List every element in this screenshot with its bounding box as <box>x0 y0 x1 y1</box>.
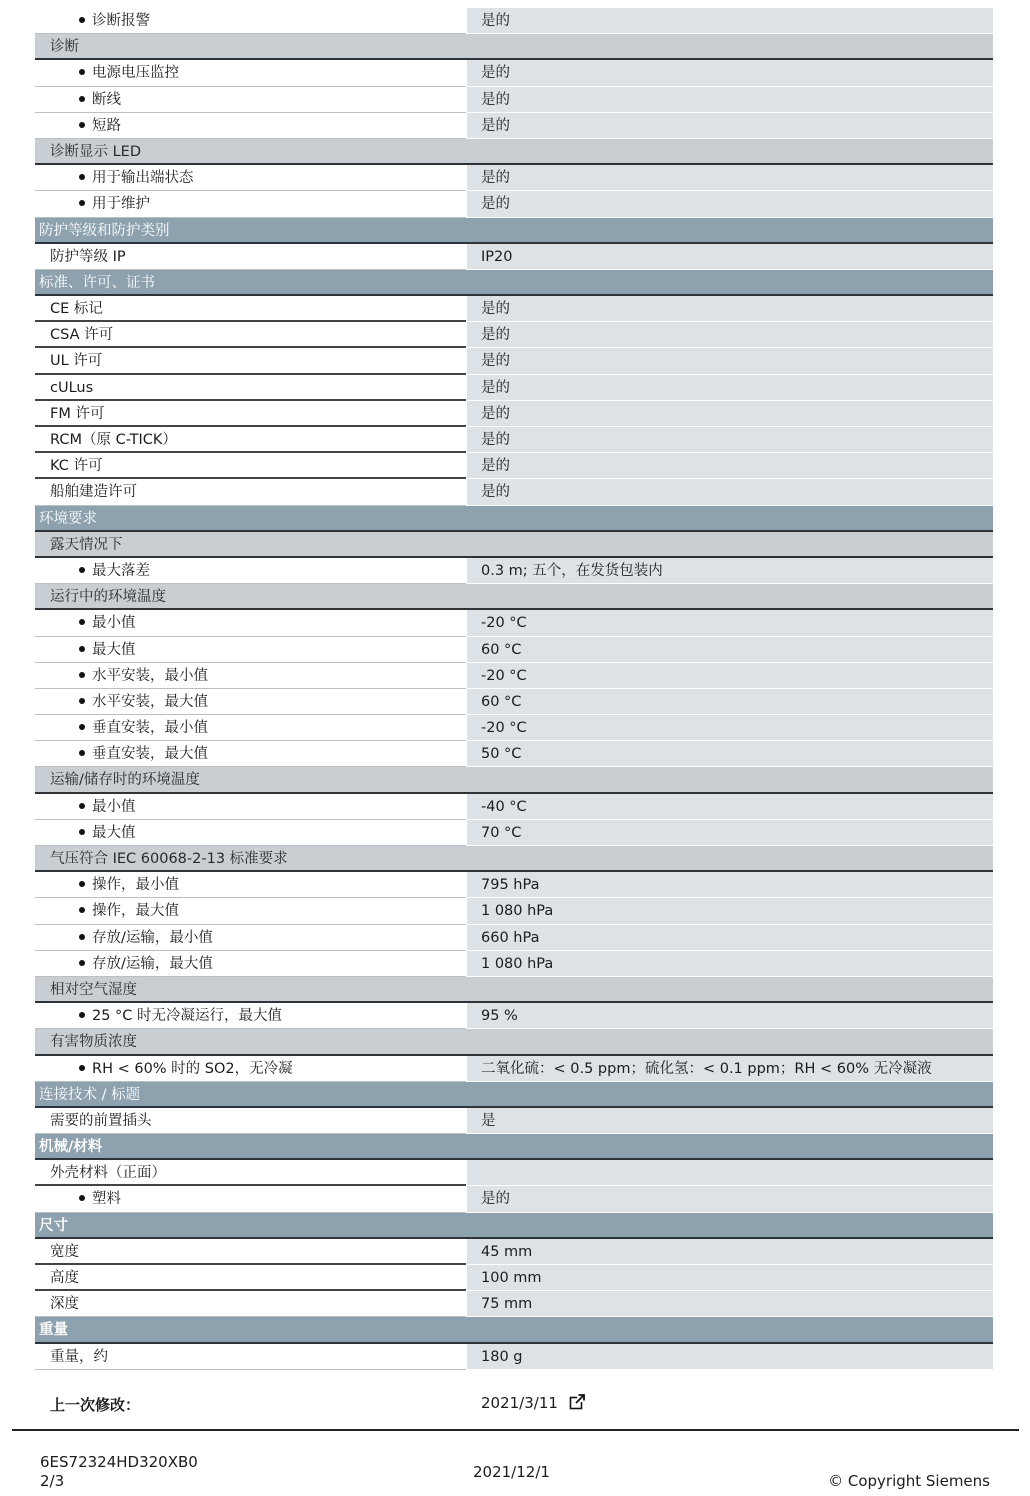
bullet-icon <box>79 96 85 102</box>
spec-label-text: 防护等级 IP <box>50 248 126 265</box>
spec-label <box>35 872 466 898</box>
spec-label-text: UL 许可 <box>50 353 103 370</box>
spec-value: 60 °C <box>467 689 993 715</box>
bullet-icon <box>79 803 85 809</box>
spec-label <box>35 1265 466 1291</box>
bullet-icon <box>79 122 85 128</box>
spec-label <box>35 977 466 1003</box>
spec-row <box>35 1239 993 1265</box>
spec-row <box>35 820 993 846</box>
subsection-header <box>35 532 993 558</box>
spec-label <box>35 1344 466 1370</box>
spec-value: 795 hPa <box>467 872 993 898</box>
spec-row <box>35 872 993 898</box>
page-number: 2/3 <box>40 1472 65 1490</box>
spec-label-text: 标准、许可、证书 <box>39 274 155 291</box>
spec-row <box>35 741 993 767</box>
spec-label-text: cULus <box>50 379 94 396</box>
bullet-icon <box>79 174 85 180</box>
subsection-header <box>35 34 993 60</box>
spec-label <box>35 191 466 217</box>
spec-label <box>35 1134 466 1160</box>
section-header <box>35 1317 993 1343</box>
spec-value: 45 mm <box>467 1239 993 1265</box>
copyright: © Copyright Siemens <box>828 1472 990 1490</box>
section-header <box>35 270 993 296</box>
spec-value: 是的 <box>467 8 993 34</box>
spec-label <box>35 767 466 793</box>
bullet-icon <box>79 646 85 652</box>
spec-label <box>35 165 466 191</box>
spec-value: 是的 <box>467 453 993 479</box>
bullet-icon <box>79 17 85 23</box>
spec-label-text: 最小值 <box>92 798 136 815</box>
spec-label-text: 存放/运输，最小值 <box>92 929 213 946</box>
bullet-icon <box>79 1065 85 1071</box>
spec-label-text: 诊断报警 <box>92 13 150 29</box>
spec-value: 60 °C <box>467 637 993 663</box>
spec-label <box>35 113 466 139</box>
spec-label-text: 需要的前置插头 <box>50 1112 152 1129</box>
spec-label-text: CE 标记 <box>50 301 103 318</box>
spec-value: 是的 <box>467 479 993 505</box>
spec-label <box>35 1056 466 1082</box>
spec-value <box>467 1160 993 1186</box>
bullet-icon <box>79 934 85 940</box>
spec-label-text: FM 许可 <box>50 405 105 422</box>
spec-label-text: 外壳材料（正面） <box>50 1165 166 1182</box>
spec-label-text: 短路 <box>92 117 121 134</box>
last-modified-date: 2021/3/11 <box>481 1394 558 1412</box>
spec-label <box>35 1239 466 1265</box>
spec-label-text: 诊断 <box>50 39 79 56</box>
spec-label-text: 塑料 <box>92 1191 121 1208</box>
spec-value: 70 °C <box>467 820 993 846</box>
spec-label <box>35 375 466 401</box>
subsection-header <box>35 977 993 1003</box>
spec-label <box>35 270 466 296</box>
spec-label-text: 船舶建造许可 <box>50 484 137 501</box>
spec-label <box>35 663 466 689</box>
spec-label <box>35 1003 466 1029</box>
spec-label <box>35 532 466 558</box>
spec-label-text: 深度 <box>50 1296 79 1313</box>
spec-label <box>35 820 466 846</box>
spec-row <box>35 925 993 951</box>
spec-value: 是的 <box>467 348 993 374</box>
spec-label-text: 高度 <box>50 1270 79 1286</box>
spec-row <box>35 637 993 663</box>
spec-label <box>35 479 466 505</box>
spec-row <box>35 1108 993 1134</box>
spec-label-text: 相对空气湿度 <box>50 981 137 998</box>
section-header <box>35 506 993 532</box>
spec-label <box>35 34 466 60</box>
spec-label-text: RH < 60% 时的 SO2，无冷凝 <box>92 1060 293 1077</box>
spec-label-text: 操作，最小值 <box>92 877 179 894</box>
spec-label <box>35 348 466 374</box>
spec-value: 75 mm <box>467 1291 993 1317</box>
spec-row <box>35 951 993 977</box>
spec-value: 二氧化硫：< 0.5 ppm；硫化氢：< 0.1 ppm；RH < 60% 无冷凝液 <box>467 1056 993 1082</box>
spec-label <box>35 1108 466 1134</box>
section-header <box>35 218 993 244</box>
spec-label-text: 机械/材料 <box>39 1139 103 1156</box>
bullet-icon <box>79 724 85 730</box>
spec-label-text: 环境要求 <box>39 510 97 527</box>
spec-row <box>35 296 993 322</box>
spec-label-text: 连接技术 / 标题 <box>39 1086 141 1103</box>
spec-value: 是的 <box>467 191 993 217</box>
spec-label <box>35 1082 466 1108</box>
spec-label-text: 最小值 <box>92 615 136 632</box>
spec-label <box>35 898 466 924</box>
spec-row <box>35 1265 993 1291</box>
subsection-header <box>35 1029 993 1055</box>
spec-value: -20 °C <box>467 610 993 636</box>
spec-value: 是的 <box>467 87 993 113</box>
spec-row <box>35 87 993 113</box>
bullet-icon <box>79 672 85 678</box>
spec-label <box>35 846 466 872</box>
spec-row <box>35 165 993 191</box>
spec-label-text: 诊断显示 LED <box>50 143 142 160</box>
spec-value: 1 080 hPa <box>467 951 993 977</box>
spec-row <box>35 610 993 636</box>
spec-value: 是 <box>467 1108 993 1134</box>
spec-label-text: 气压符合 IEC 60068-2-13 标准要求 <box>50 851 288 867</box>
spec-value: 100 mm <box>467 1265 993 1291</box>
spec-value: 0.3 m; 五个，在发货包装内 <box>467 558 993 584</box>
spec-label <box>35 637 466 663</box>
section-header <box>35 1213 993 1239</box>
spec-value: 是的 <box>467 296 993 322</box>
spec-label <box>35 218 466 244</box>
spec-label <box>35 8 466 34</box>
spec-label-text: 最大值 <box>92 824 136 841</box>
bullet-icon <box>79 907 85 913</box>
spec-label-text: 尺寸 <box>39 1217 68 1234</box>
spec-row <box>35 794 993 820</box>
spec-label <box>35 296 466 322</box>
section-header <box>35 1134 993 1160</box>
spec-table <box>35 8 993 1370</box>
spec-label-text: 操作，最大值 <box>92 903 179 920</box>
spec-label <box>35 794 466 820</box>
spec-label-text: 垂直安装，最大值 <box>92 746 208 763</box>
bullet-icon <box>79 829 85 835</box>
spec-row <box>35 348 993 374</box>
spec-row <box>35 1291 993 1317</box>
spec-value: 1 080 hPa <box>467 898 993 924</box>
spec-label-text: 断线 <box>92 91 121 108</box>
spec-value: 是的 <box>467 322 993 348</box>
spec-value: -20 °C <box>467 663 993 689</box>
spec-label <box>35 1029 466 1055</box>
spec-value: 是的 <box>467 375 993 401</box>
bullet-icon <box>79 881 85 887</box>
subsection-header <box>35 846 993 872</box>
spec-label <box>35 715 466 741</box>
spec-label <box>35 427 466 453</box>
spec-label <box>35 925 466 951</box>
spec-value: 95 % <box>467 1003 993 1029</box>
bullet-icon <box>79 960 85 966</box>
subsection-header <box>35 584 993 610</box>
spec-label <box>35 453 466 479</box>
footer-divider <box>12 1429 1019 1431</box>
spec-value: 是的 <box>467 1186 993 1212</box>
order-number: 6ES72324HD320XB0 <box>40 1453 198 1471</box>
spec-label <box>35 1317 466 1343</box>
spec-label <box>35 401 466 427</box>
bullet-icon <box>79 750 85 756</box>
spec-value: 180 g <box>467 1344 993 1370</box>
spec-value: -20 °C <box>467 715 993 741</box>
spec-row <box>35 1186 993 1212</box>
spec-row <box>35 898 993 924</box>
spec-label-text: 运输/储存时的环境温度 <box>50 772 200 789</box>
spec-row <box>35 244 993 270</box>
spec-row <box>35 60 993 86</box>
spec-label <box>35 558 466 584</box>
bullet-icon <box>79 567 85 573</box>
spec-value: 50 °C <box>467 741 993 767</box>
footer-date: 2021/12/1 <box>473 1463 550 1481</box>
spec-label <box>35 87 466 113</box>
spec-value: 是的 <box>467 60 993 86</box>
spec-label-text: RCM（原 C-TICK） <box>50 432 177 448</box>
spec-row <box>35 401 993 427</box>
spec-label <box>35 741 466 767</box>
spec-row <box>35 453 993 479</box>
bullet-icon <box>79 200 85 206</box>
spec-row <box>35 558 993 584</box>
spec-label-text: 用于输出端状态 <box>92 170 194 187</box>
spec-label-text: 重量 <box>39 1322 68 1339</box>
spec-label-text: 垂直安装，最小值 <box>92 720 208 737</box>
spec-label-text: 用于维护 <box>92 196 150 213</box>
spec-label-text: 25 °C 时无冷凝运行，最大值 <box>92 1008 283 1025</box>
bullet-icon <box>79 619 85 625</box>
spec-label-text: 露天情况下 <box>50 536 123 553</box>
spec-row <box>35 427 993 453</box>
spec-value: 是的 <box>467 427 993 453</box>
spec-label-text: 重量，约 <box>50 1348 108 1365</box>
spec-label <box>35 951 466 977</box>
spec-label-text: 水平安装，最小值 <box>92 667 208 684</box>
spec-label-text: 电源电压监控 <box>92 65 179 82</box>
spec-label-text: 运行中的环境温度 <box>50 589 166 606</box>
last-modified-value <box>481 1394 585 1414</box>
spec-label-text: 防护等级和防护类别 <box>39 222 170 239</box>
spec-label <box>35 1160 466 1186</box>
section-header <box>35 1082 993 1108</box>
spec-value: -40 °C <box>467 794 993 820</box>
spec-label <box>35 322 466 348</box>
bullet-icon <box>79 1195 85 1201</box>
spec-label <box>35 244 466 270</box>
spec-row <box>35 1160 993 1186</box>
spec-label <box>35 506 466 532</box>
spec-label-text: 宽度 <box>50 1243 79 1260</box>
spec-label-text: KC 许可 <box>50 458 103 475</box>
spec-row <box>35 689 993 715</box>
spec-row <box>35 113 993 139</box>
spec-label-text: 水平安装，最大值 <box>92 693 208 710</box>
spec-label-text: 最大值 <box>92 641 136 658</box>
spec-row <box>35 479 993 505</box>
spec-label <box>35 139 466 165</box>
spec-value: 是的 <box>467 113 993 139</box>
spec-label <box>35 610 466 636</box>
spec-label <box>35 1213 466 1239</box>
spec-value: IP20 <box>467 244 993 270</box>
spec-row <box>35 715 993 741</box>
spec-value: 是的 <box>467 165 993 191</box>
spec-label <box>35 689 466 715</box>
spec-label-text: 有害物质浓度 <box>50 1034 137 1051</box>
spec-label-text: 最大落差 <box>92 562 150 579</box>
spec-label <box>35 584 466 610</box>
spec-label <box>35 1186 466 1212</box>
spec-label-text: CSA 许可 <box>50 327 114 344</box>
spec-value: 660 hPa <box>467 925 993 951</box>
bullet-icon <box>79 69 85 75</box>
spec-row <box>35 1003 993 1029</box>
spec-row <box>35 322 993 348</box>
spec-row <box>35 1344 993 1370</box>
bullet-icon <box>79 698 85 704</box>
bullet-icon <box>79 1012 85 1018</box>
spec-label <box>35 1291 466 1317</box>
spec-row <box>35 191 993 217</box>
external-link-icon[interactable] <box>569 1394 585 1414</box>
spec-row <box>35 1056 993 1082</box>
spec-row <box>35 375 993 401</box>
spec-row <box>35 663 993 689</box>
subsection-header <box>35 139 993 165</box>
spec-value: 是的 <box>467 401 993 427</box>
spec-label-text: 存放/运输，最大值 <box>92 955 213 972</box>
subsection-header <box>35 767 993 793</box>
spec-label <box>35 60 466 86</box>
spec-row <box>35 8 993 34</box>
last-modified-label: 上一次修改： <box>50 1396 141 1414</box>
